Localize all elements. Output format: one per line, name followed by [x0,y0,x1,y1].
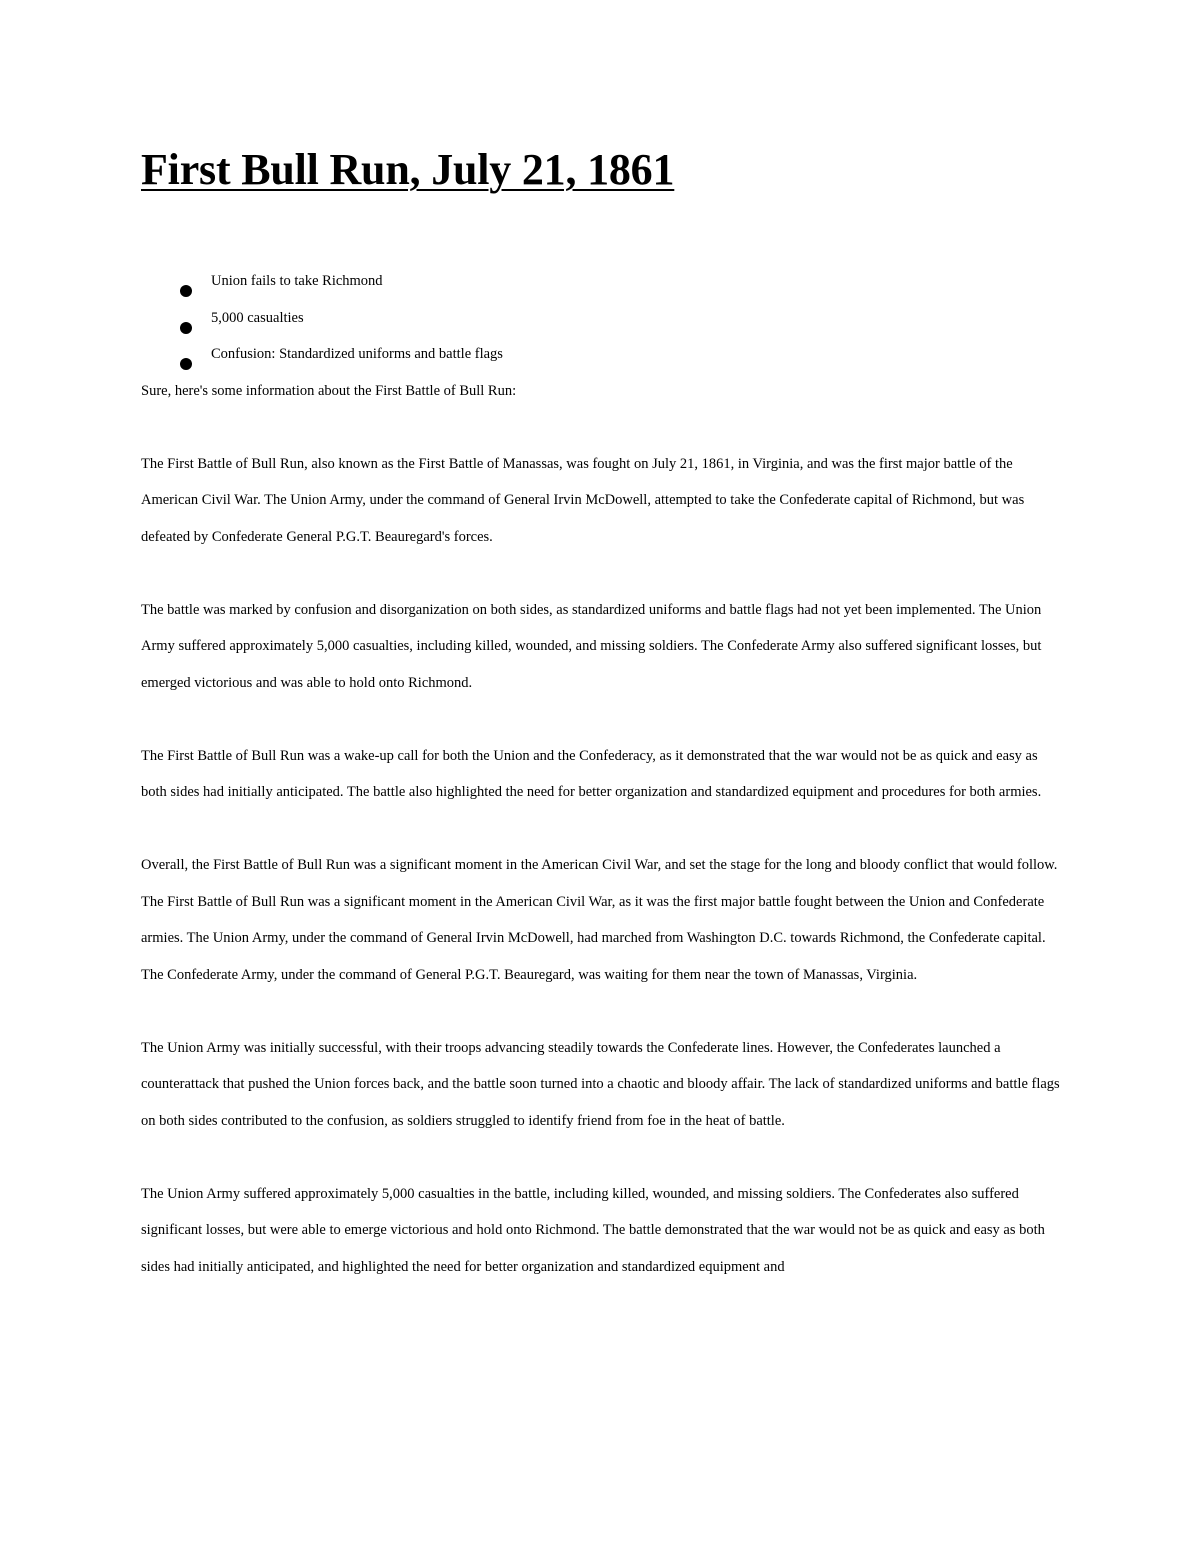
bullet-icon [180,285,192,297]
document-content [141,140,1061,1285]
paragraph: The First Battle of Bull Run was a wake-up call for both the Union and the Confederacy, as it demonstrated that the war would not be as quick and easy as both sides had initially anticipated. The battle also highlighted the need for better organization and standardized equipment and procedures for both armies. [141,747,1042,800]
page-title: First Bull Run, July 21, 1861 [141,145,675,194]
paragraph: Overall, the First Battle of Bull Run was a significant moment in the American Civil War, and set the stage for the long and bloody conflict that would follow. [141,857,1058,873]
bullet-list [141,263,1061,373]
paragraph-spacer [141,701,1061,738]
document-body [141,373,1061,1286]
paragraph-spacer [141,1139,1061,1176]
list-item [141,336,1061,373]
paragraph-spacer [141,811,1061,848]
paragraph: The battle was marked by confusion and disorganization on both sides, as standardized uniforms and battle flags had not yet been implemented. The Union Army suffered approximately 5,000 casualties, including killed, wounded, and missing soldiers. The Confederate Army also suffered significant losses, but emerged victorious and was able to hold onto Richmond. [141,601,1042,691]
paragraph-spacer [141,409,1061,446]
paragraph-spacer [141,993,1061,1030]
list-item [141,263,1061,300]
paragraph: The Union Army suffered approximately 5,000 casualties in the battle, including killed, wounded, and missing soldiers. The Confederates also suffered significant losses, but were able to emerge victorious and hold onto Richmond. The battle demonstrated that the war would not be as quick and easy as both sides had initially anticipated, and highlighted the need for better organization and standardized equipment and [141,1185,1045,1275]
paragraph: The First Battle of Bull Run was a significant moment in the American Civil War, as it was the first major battle fought between the Union and Confederate armies. The Union Army, under the command of General Irvin McDowell, had marched from Washington D.C. towards Richmond, the Confederate capital. The Confederate Army, under the command of General P.G.T. Beauregard, was waiting for them near the town of Manassas, Virginia. [141,893,1046,983]
bullet-text: Confusion: Standardized uniforms and battle flags [211,346,503,362]
list-item [141,300,1061,337]
bullet-text: Union fails to take Richmond [211,273,383,289]
bullet-icon [180,322,192,334]
paragraph: The First Battle of Bull Run, also known as the First Battle of Manassas, was fought on July 21, 1861, in Virginia, and was the first major battle of the American Civil War. The Union Army, under the command of General Irvin McDowell, attempted to take the Confederate capital of Richmond, but was defeated by Confederate General P.G.T. Beauregard's forces. [141,455,1025,545]
paragraph: The Union Army was initially successful, with their troops advancing steadily towards the Confederate lines. However, the Confederates launched a counterattack that pushed the Union forces back, and the battle soon turned into a chaotic and bloody affair. The lack of standardized uniforms and battle flags on both sides contributed to the confusion, as soldiers struggled to identify friend from foe in the heat of battle. [141,1039,1060,1129]
bullet-text: 5,000 casualties [211,309,304,326]
paragraph-spacer [141,555,1061,592]
intro-paragraph: Sure, here's some information about the First Battle of Bull Run: [141,382,517,399]
bullet-icon [180,358,192,370]
